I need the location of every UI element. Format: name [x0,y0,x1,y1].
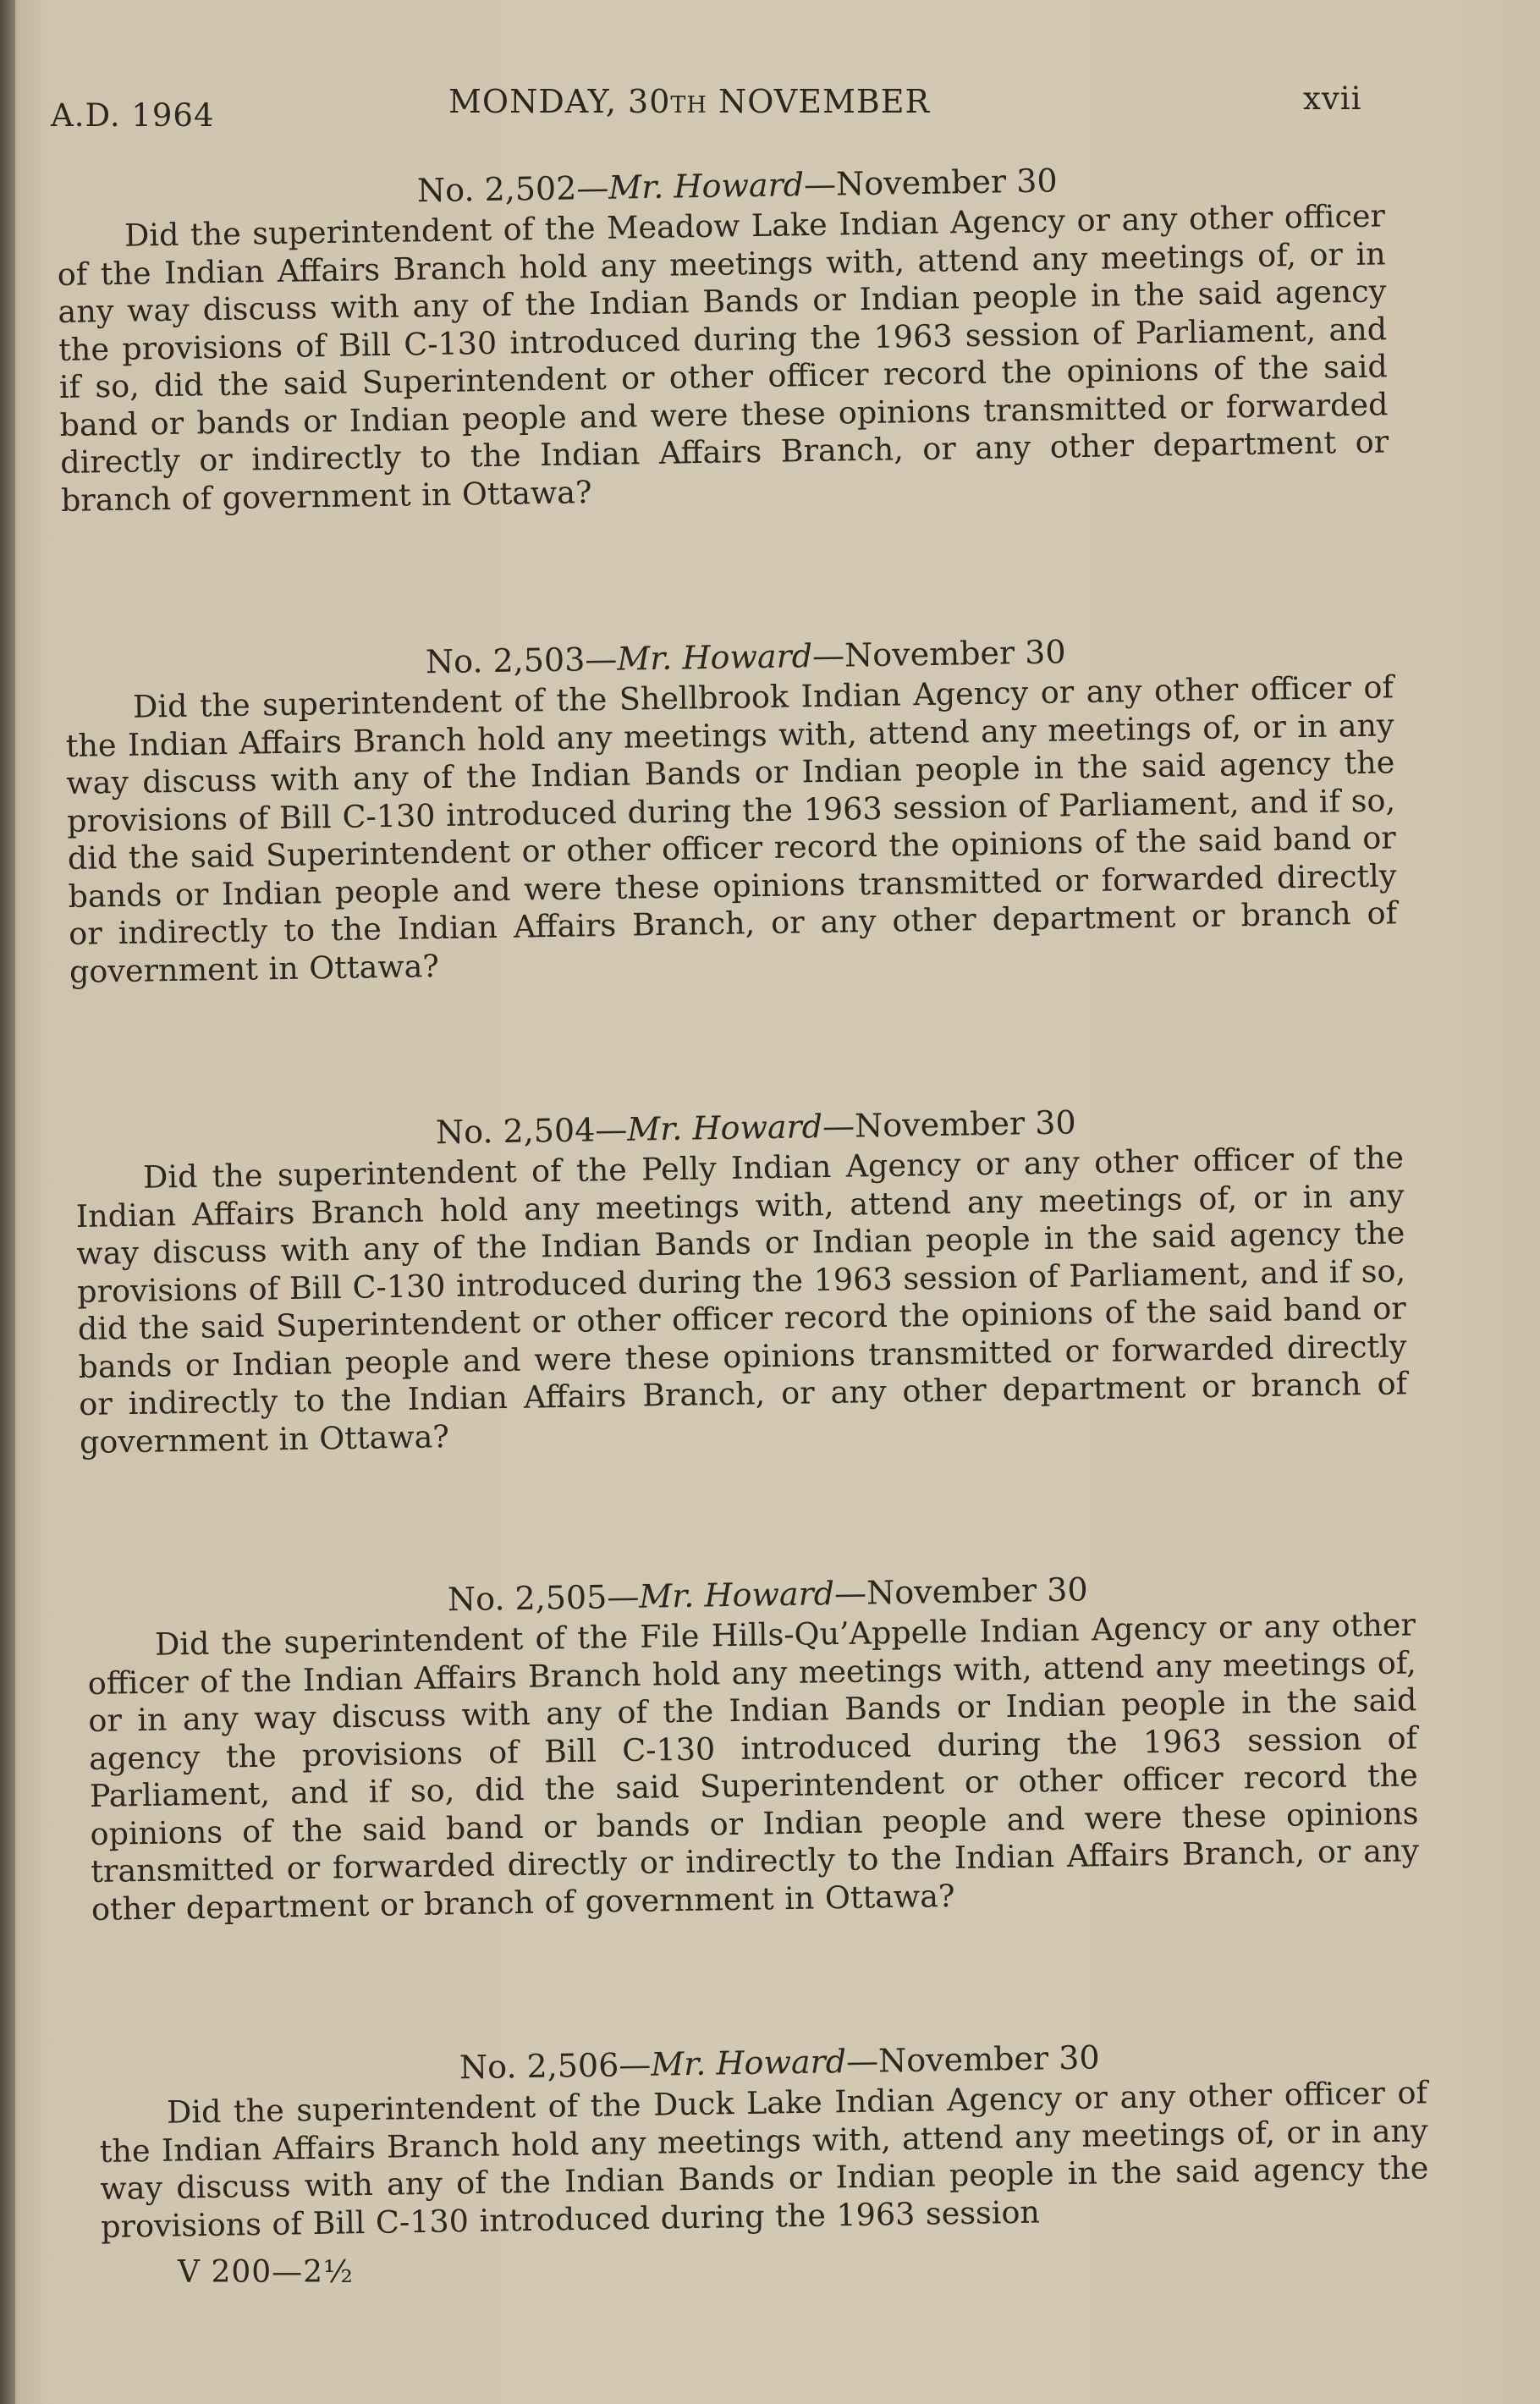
question-2504 [74,1098,1408,1461]
page-number: xvii [1303,80,1362,117]
question-member: Mr. Howard [608,166,805,206]
question-member: Mr. Howard [650,2043,847,2083]
question-number: No. 2,506— [459,2045,652,2087]
question-number: No. 2,503— [425,640,618,681]
question-2505 [86,1565,1420,1928]
question-number: No. 2,504— [435,1110,628,1152]
header-day: MONDAY, 30 [448,83,671,120]
question-date: —November 30 [822,1103,1076,1146]
header-date [448,83,930,120]
header-month: NOVEMBER [707,83,931,120]
question-2502 [56,157,1389,520]
printer-signature: V 200—2½ [178,2255,354,2290]
question-text: Did the superintendent of the Pelly Indian Agency or any other officer of the Indian Affairs Branch hold any meetings with, attend any meetings of, or in any way discuss with any of the Indian Bands or Indian people in the said agency the provisions of Bill C-130 introduced during the 1963 session of Parliament, and if so, did the said Superintendent or other officer record the opinions of the said band or bands or Indian people and were these opinions transmitted or forwarded directly or indirectly to the Indian Affairs Branch, or any other department or branch of government in Ottawa? [75,1139,1408,1461]
question-number: No. 2,505— [447,1577,640,1619]
binding-edge [0,0,15,2404]
question-text: Did the superintendent of the File Hills-Qu’Appelle Indian Agency or any other officer of the Indian Affairs Branch hold any meetings with, attend any meetings of, or in any way discuss with any of the Indian Bands or Indian people in the said agency the provisions of Bill C-130 introduced during the 1963 session of Parliament, and if so, did the said Superintendent or other officer record the opinions of the said band or bands or Indian people and were these opinions transmitted or forwarded directly or indirectly to the Indian Affairs Branch, or any other department or branch of government in Ottawa? [87,1606,1420,1928]
question-member: Mr. Howard [638,1575,835,1615]
question-date: —November 30 [811,633,1066,675]
question-date: —November 30 [845,2038,1100,2081]
question-number: No. 2,502— [416,168,609,210]
page-header [0,80,1540,134]
header-year: A.D. 1964 [51,97,215,134]
question-member: Mr. Howard [626,1108,823,1148]
question-member: Mr. Howard [616,637,813,678]
question-text: Did the superintendent of the Duck Lake Indian Agency or any other officer of the Indian Affairs Branch hold any meetings with, attend any meetings of, or in any way discuss with any of the Indian Bands or Indian people in the said agency the provisions of Bill C-130 introduced during the 1963 session [99,2074,1429,2245]
question-date: —November 30 [803,162,1058,204]
header-date-suffix: TH [670,92,707,118]
question-text: Did the superintendent of the Meadow Lake Indian Agency or any other officer of the Indian Affairs Branch hold any meetings with, attend any meetings of, or in any way discuss with any of the Indian Bands or Indian people in the said agency the provisions of Bill C-130 introduced during the 1963 session of Parliament, and if so, did the said Superintendent or other officer record the opinions of the said band or bands or Indian people and were these opinions transmitted or forwarded directly or indirectly to the Indian Affairs Branch, or any other department or branch of government in Ottawa? [57,197,1389,519]
question-date: —November 30 [833,1571,1088,1613]
question-2506 [98,2033,1429,2246]
question-text: Did the superintendent of the Shellbrook Indian Agency or any other officer of the Indian Affairs Branch hold any meetings with, attend any meetings of, or in any way discuss with any of the Indian Bands or Indian people in the said agency the provisions of Bill C-130 introduced during the 1963 session of Parliament, and if so, did the said Superintendent or other officer record the opinions of the said band or bands or Indian people and were these opinions transmitted or forwarded directly or indirectly to the Indian Affairs Branch, or any other department or branch of government in Ottawa? [65,668,1398,990]
question-2503 [64,628,1398,991]
